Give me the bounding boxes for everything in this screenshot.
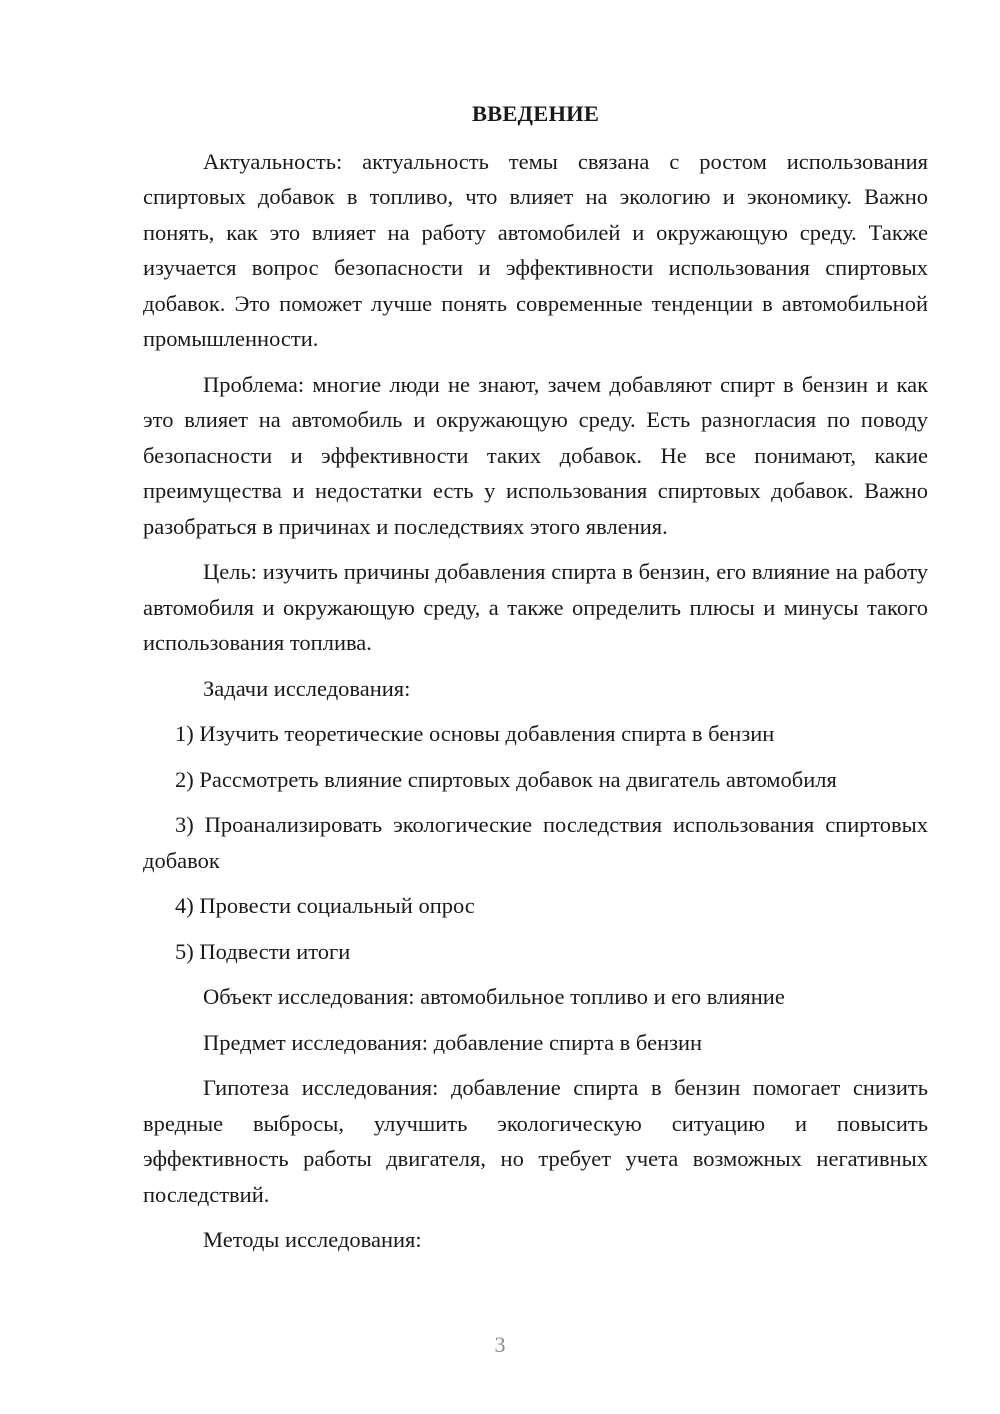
tasks-title: Задачи исследования: [203,675,411,701]
task-item-3: 3) Проанализировать экологические последствия использования спиртовых добавок [143,812,928,873]
section-heading: ВВЕДЕНИЕ [471,101,600,126]
page-number: 3 [494,1332,506,1357]
goal-paragraph: Цель: изучить причины добавления спирта в бензин, его влияние на работу автомобиля и окружающую среду, а также определить плюсы и минусы такого использования топлива. [143,559,928,655]
tasks-list [143,716,928,969]
task-item-5: 5) Подвести итоги [175,938,351,964]
methods-title: Методы исследования: [203,1227,422,1252]
page-content [143,96,928,1268]
relevance-paragraph: Актуальность: актуальность темы связана с ростом использования спиртовых добавок в топливо, что влияет на экологию и экономику. Важно понять, как это влияет на работу автомобилей и окружающую среду. Также изучается вопрос безопасности и эффективности использования спиртовых добавок. Это поможет лучше понять современные тенденции в автомобильной промышленности. [143,148,928,351]
object-paragraph: Объект исследования: автомобильное топливо и его влияние [203,984,785,1009]
task-item-2: 2) Рассмотреть влияние спиртовых добавок на двигатель автомобиля [175,766,837,792]
task-item-1: 1) Изучить теоретические основы добавления спирта в бензин [175,721,775,746]
subject-paragraph: Предмет исследования: добавление спирта в бензин [203,1029,703,1055]
hypothesis-paragraph: Гипотеза исследования: добавление спирта в бензин помогает снизить вредные выбросы, улучшить экологическую ситуацию и повысить эффективность работы двигателя, но требует учета возможных негативных последствий. [143,1075,928,1207]
task-item-4: 4) Провести социальный опрос [175,893,475,918]
problem-paragraph: Проблема: многие люди не знают, зачем добавляют спирт в бензин и как это влияет на автомобиль и окружающую среду. Есть разногласия по поводу безопасности и эффективности таких добавок. Не все понимают, какие преимущества и недостатки есть у использования спиртовых добавок. Важно разобраться в причинах и последствиях этого явления. [143,371,928,539]
